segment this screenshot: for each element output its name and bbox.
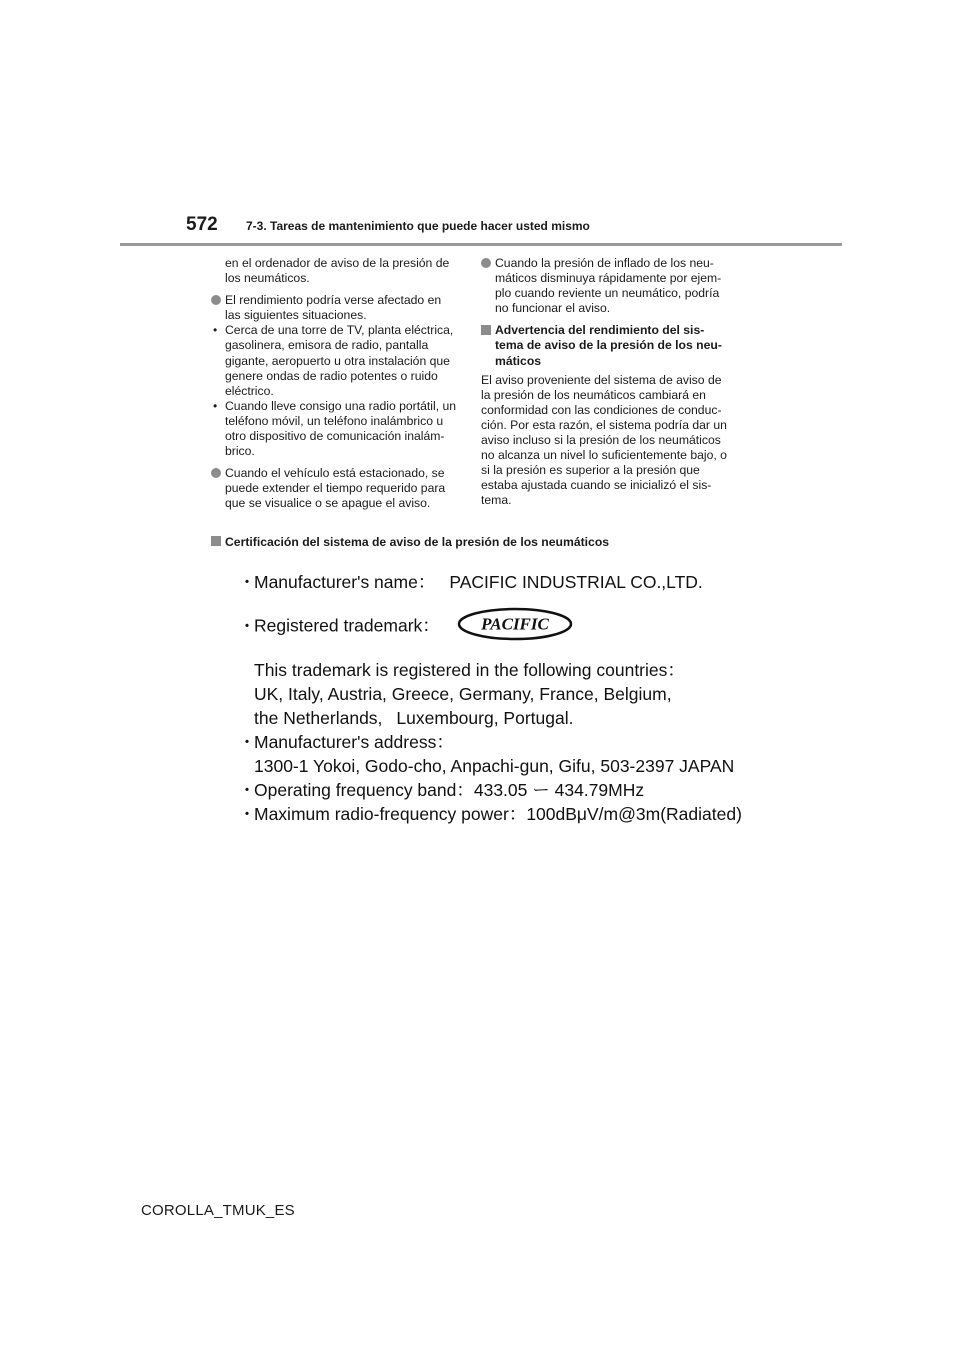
trademark-line: ･ Registered trademark： PACIFIC xyxy=(240,612,800,652)
certification-heading: Certificación del sistema de aviso de la presión de los neumáticos xyxy=(211,535,609,549)
square-bullet-icon xyxy=(481,325,491,335)
circle-bullet-icon xyxy=(481,258,491,268)
circle-list-item: Cuando el vehículo está estacionado, se puede extender el tiempo requerido para que se visualice o se apague el aviso. xyxy=(211,466,469,511)
frequency-line: ･ Operating frequency band：433.05 ー 434.79MHz xyxy=(242,780,645,800)
square-bullet-icon xyxy=(211,536,221,546)
circle-bullet-icon xyxy=(211,295,221,305)
header-rule xyxy=(120,243,842,246)
circle-list-item: El rendimiento podría verse afectado en las siguientes situaciones. • Cerca de una torre de TV, planta eléctrica, gasolinera, emisora de radio, pantalla gigante, aeropuerto u otra instalación que genere ondas de radio potentes o ruido eléctrico. • Cuando lleve consigo una radio portátil, un teléfono móvil, un teléfono inalámbrico u otro dispositivo de comunicación inalám- brico. xyxy=(211,293,469,459)
countries-line: UK, Italy, Austria, Greece, Germany, France, Belgium, xyxy=(254,684,672,704)
circle-bullet-icon xyxy=(211,468,221,478)
left-column xyxy=(211,256,469,519)
warning-paragraph: El aviso proveniente del sistema de aviso de la presión de los neumáticos cambiará en conformidad con las condiciones de conduc- ción. Por esta razón, el sistema podría dar un aviso incluso si la presión de los neumáticos no alcanza un nivel lo suficientemente bajo, o si la presión es superior a la presión que estaba ajustada cuando se inicializó el sis- tema. xyxy=(481,372,727,508)
pacific-logo-icon xyxy=(457,606,573,642)
svg-text:PACIFIC: PACIFIC xyxy=(480,614,549,634)
manufacturer-line: ･ Manufacturer's name： PACIFIC INDUSTRIAL CO.,LTD. xyxy=(242,572,703,592)
right-column xyxy=(481,256,753,516)
sub-list-item: • Cuando lleve consigo una radio portátil, un teléfono móvil, un teléfono inalámbrico u otro dispositivo de comunicación inalám- brico. xyxy=(213,398,457,459)
intro-paragraph: en el ordenador de aviso de la presión de los neumáticos. xyxy=(225,256,450,286)
dot-bullet-icon: • xyxy=(213,323,218,338)
address-value-line: 1300-1 Yokoi, Godo-cho, Anpachi-gun, Gifu, 503-2397 JAPAN xyxy=(254,756,735,776)
power-line: ･ Maximum radio-frequency power：100dBμV/m@3m(Radiated) xyxy=(242,804,742,824)
certification-block xyxy=(240,570,800,826)
countries-line: the Netherlands, Luxembourg, Portugal. xyxy=(254,708,574,728)
address-label-line: ･ Manufacturer's address： xyxy=(242,732,454,752)
section-title: 7-3. Tareas de mantenimiento que puede hacer usted mismo xyxy=(246,219,590,233)
square-heading: Advertencia del rendimiento del sis- tema de aviso de la presión de los neu- máticos xyxy=(481,323,753,368)
footer-code: COROLLA_TMUK_ES xyxy=(141,1202,295,1219)
page-number: 572 xyxy=(186,214,218,235)
dot-bullet-icon: • xyxy=(213,398,218,413)
countries-intro: This trademark is registered in the following countries： xyxy=(254,660,685,680)
circle-list-item: Cuando la presión de inflado de los neu- máticos disminuya rápidamente por ejem- plo cuando reviente un neumático, podría no funcionar el aviso. xyxy=(481,256,753,316)
sub-list-item: • Cerca de una torre de TV, planta eléctrica, gasolinera, emisora de radio, pantalla gigante, aeropuerto u otra instalación que genere ondas de radio potentes o ruido eléctrico. xyxy=(213,323,454,398)
